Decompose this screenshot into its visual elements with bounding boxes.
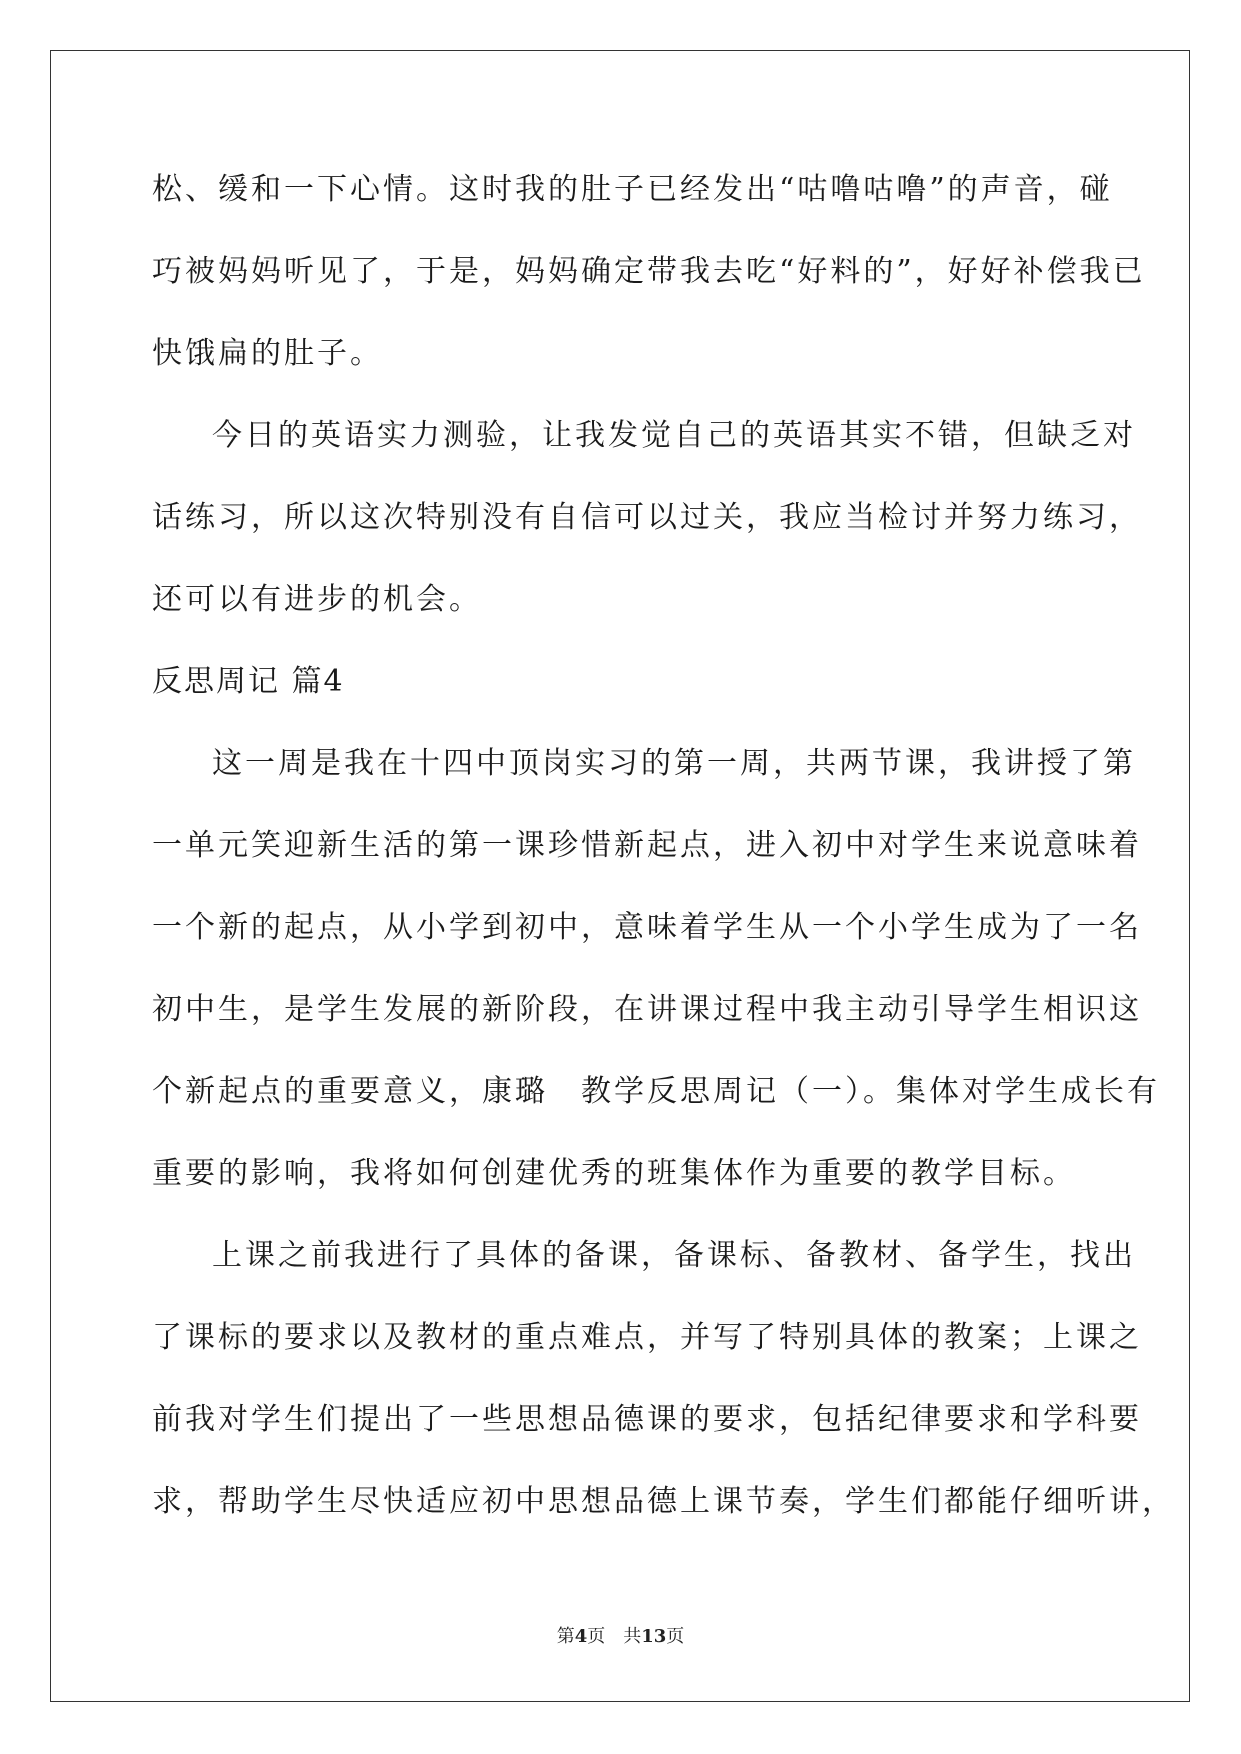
paragraph-line: 求，帮助学生尽快适应初中思想品德上课节奏，学生们都能仔细听讲，	[152, 1484, 1175, 1519]
paragraph-line: 重要的影响，我将如何创建优秀的班集体作为重要的教学目标。	[152, 1156, 1076, 1191]
document-body	[152, 160, 1175, 1554]
paragraph-line: 话练习，所以这次特别没有自信可以过关，我应当检讨并努力练习，	[152, 500, 1142, 535]
paragraph-line: 上课之前我进行了具体的备课，备课标、备教材、备学生，找出	[212, 1238, 1136, 1273]
paragraph-line: 这一周是我在十四中顶岗实习的第一周，共两节课，我讲授了第	[212, 746, 1136, 781]
section-heading: 反思周记 篇4	[152, 664, 345, 699]
paragraph-line: 还可以有进步的机会。	[152, 582, 482, 617]
paragraph-line: 个新起点的重要意义，康璐 教学反思周记（一）。集体对学生成长有	[152, 1074, 1160, 1109]
page-footer	[0, 1622, 1241, 1648]
paragraph-line: 松、缓和一下心情。这时我的肚子已经发出“咕噜咕噜”的声音，碰	[152, 172, 1113, 207]
footer-page-number: 4	[574, 1626, 588, 1647]
paragraph-line: 一个新的起点，从小学到初中，意味着学生从一个小学生成为了一名	[152, 910, 1142, 945]
paragraph-line: 初中生，是学生发展的新阶段，在讲课过程中我主动引导学生相识这	[152, 992, 1142, 1027]
footer-suffix: 页	[666, 1626, 685, 1647]
paragraph-line: 一单元笑迎新生活的第一课珍惜新起点，进入初中对学生来说意味着	[152, 828, 1142, 863]
paragraph-line: 巧被妈妈听见了，于是，妈妈确定带我去吃“好料的”，好好补偿我已	[152, 254, 1146, 289]
paragraph-line: 快饿扁的肚子。	[152, 336, 383, 371]
paragraph-line: 了课标的要求以及教材的重点难点，并写了特别具体的教案；上课之	[152, 1320, 1142, 1355]
footer-prefix: 第	[556, 1626, 575, 1647]
paragraph-line: 今日的英语实力测验，让我发觉自己的英语其实不错，但缺乏对	[212, 418, 1136, 453]
paragraph-line: 前我对学生们提出了一些思想品德课的要求，包括纪律要求和学科要	[152, 1402, 1142, 1437]
footer-total-pages: 13	[641, 1626, 667, 1647]
footer-mid: 页 共	[587, 1626, 642, 1647]
